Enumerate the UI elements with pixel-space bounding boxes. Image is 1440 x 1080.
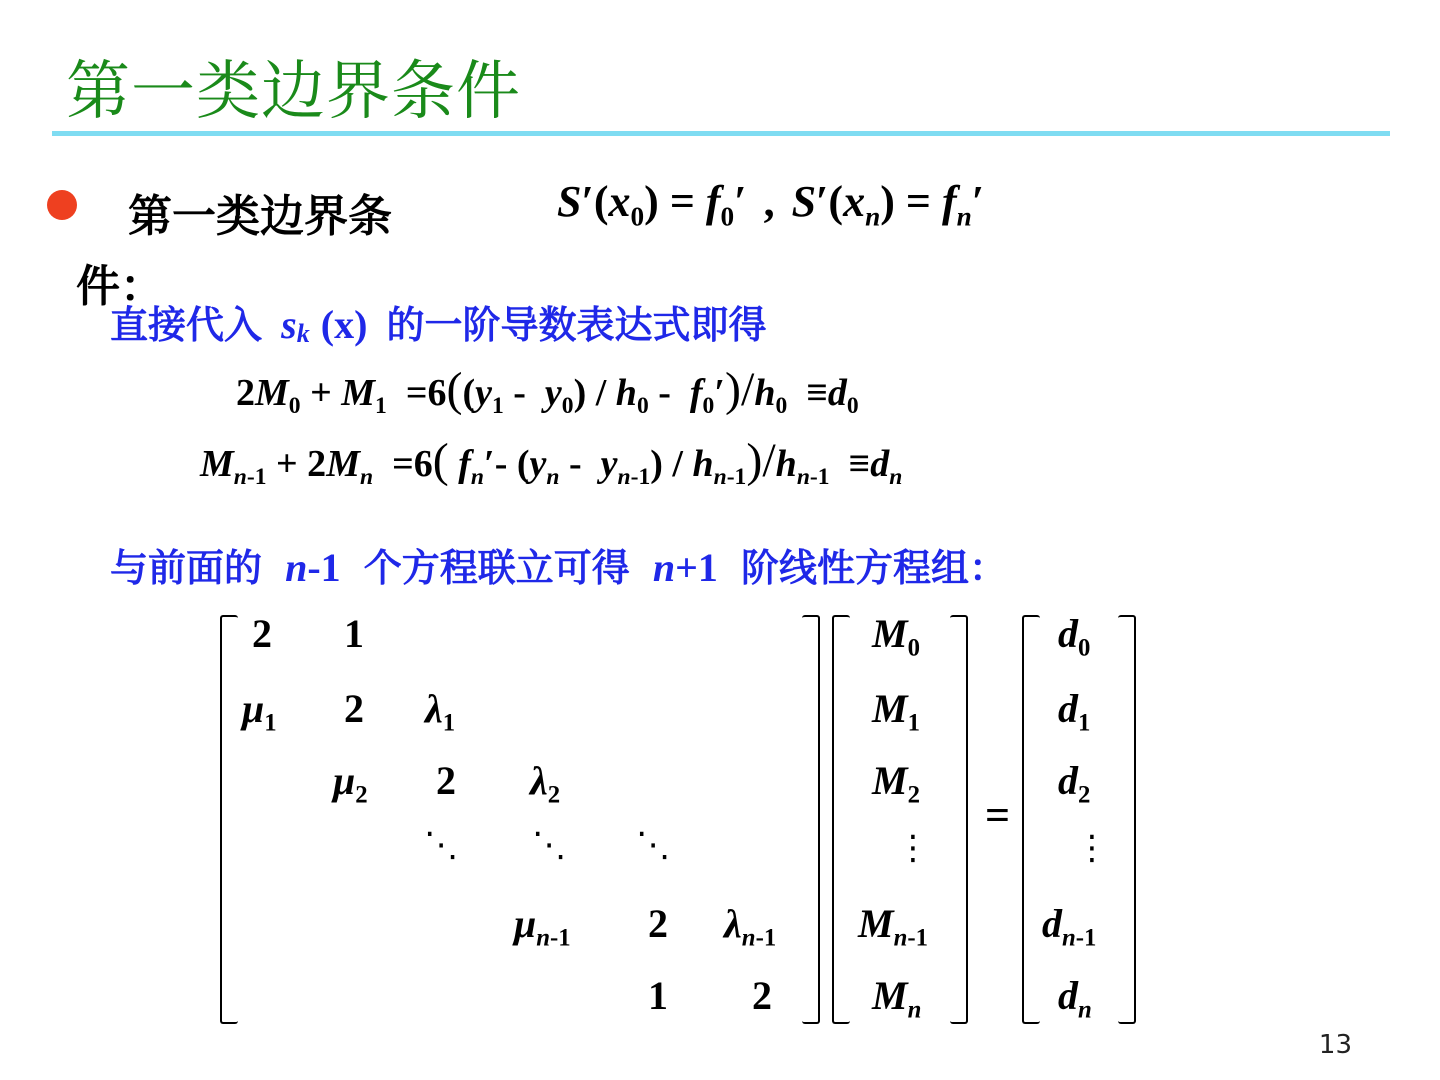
matrix-entry-mu-n-1: $\mu_{n-1}$: [514, 901, 571, 952]
matrix-entry: 1: [648, 973, 668, 1018]
last-equation: $M_{n-1} + 2M_n =6$( $f_n'-$ $(y_n - y_{n-1}) / h_{n-1})/h_{n-1} \equiv d_n$: [200, 434, 903, 491]
matrix-entry: 2: [344, 686, 364, 731]
bullet-text-line2: 件：: [76, 261, 164, 312]
rhs-d0: $d_0$: [1058, 611, 1091, 662]
unknown-left-bracket: [832, 615, 850, 1024]
bullet-text-line1: 第一类边界条: [128, 191, 392, 242]
matrix-entry-lambda-n-1: $\lambda_{n-1}$: [724, 901, 777, 952]
matrix-right-bracket: [802, 615, 820, 1024]
direct-substitution-line: 直接代入 $s_k$ (x) 的一阶导数表达式即得: [110, 302, 767, 349]
matrix-left-bracket: [220, 615, 238, 1024]
matrix-entry-mu2: $\mu_2$: [333, 758, 368, 809]
bullet-dot-icon: [47, 190, 77, 220]
rhs-right-bracket: [1118, 615, 1136, 1024]
matrix-entry-lambda2: $\lambda_2$: [530, 758, 561, 809]
unknown-Mn: $M_n$: [872, 973, 922, 1024]
title-underline: [52, 131, 1390, 136]
first-equation: $2M_0 + M_1 =6((y_1 - y_0) / h_0 - f_0')/h_0 \equiv d_0$: [236, 363, 859, 420]
unknown-M2: $M_2$: [872, 758, 920, 809]
diagonal-dots: ⋱: [532, 825, 566, 865]
vertical-dots: ⋮: [1075, 828, 1109, 868]
rhs-dn-1: $d_{n-1}$: [1042, 901, 1097, 952]
diagonal-dots: ⋱: [424, 825, 458, 865]
unknown-Mn-1: $M_{n-1}$: [858, 901, 929, 952]
matrix-entry: 2: [752, 973, 772, 1018]
vertical-dots: ⋮: [896, 828, 930, 868]
matrix-entry: 1: [344, 611, 364, 656]
unknown-right-bracket: [950, 615, 968, 1024]
equals-sign: =: [985, 791, 1011, 840]
slide-title: 第一类边界条件: [66, 55, 521, 129]
combine-line: 与前面的 n-1 个方程联立可得 n+1 阶线性方程组：: [110, 545, 1008, 590]
unknown-M1: $M_1$: [872, 686, 920, 737]
boundary-condition-formula: $S'(x_0) = f_0'$ , $S'(x_n) = f_n'$: [557, 177, 985, 232]
page-number: 13: [1318, 1030, 1352, 1060]
matrix-entry-lambda1: $\lambda_1$: [425, 686, 456, 737]
diagonal-dots: ⋱: [636, 825, 670, 865]
rhs-left-bracket: [1022, 615, 1040, 1024]
rhs-dn: $d_n$: [1058, 973, 1092, 1024]
rhs-d2: $d_2$: [1058, 758, 1091, 809]
matrix-entry: 2: [252, 611, 272, 656]
rhs-d1: $d_1$: [1058, 686, 1091, 737]
matrix-entry: 2: [436, 758, 456, 803]
unknown-M0: $M_0$: [872, 611, 920, 662]
matrix-entry: 2: [648, 901, 668, 946]
matrix-entry-mu1: $\mu_1$: [242, 686, 277, 737]
